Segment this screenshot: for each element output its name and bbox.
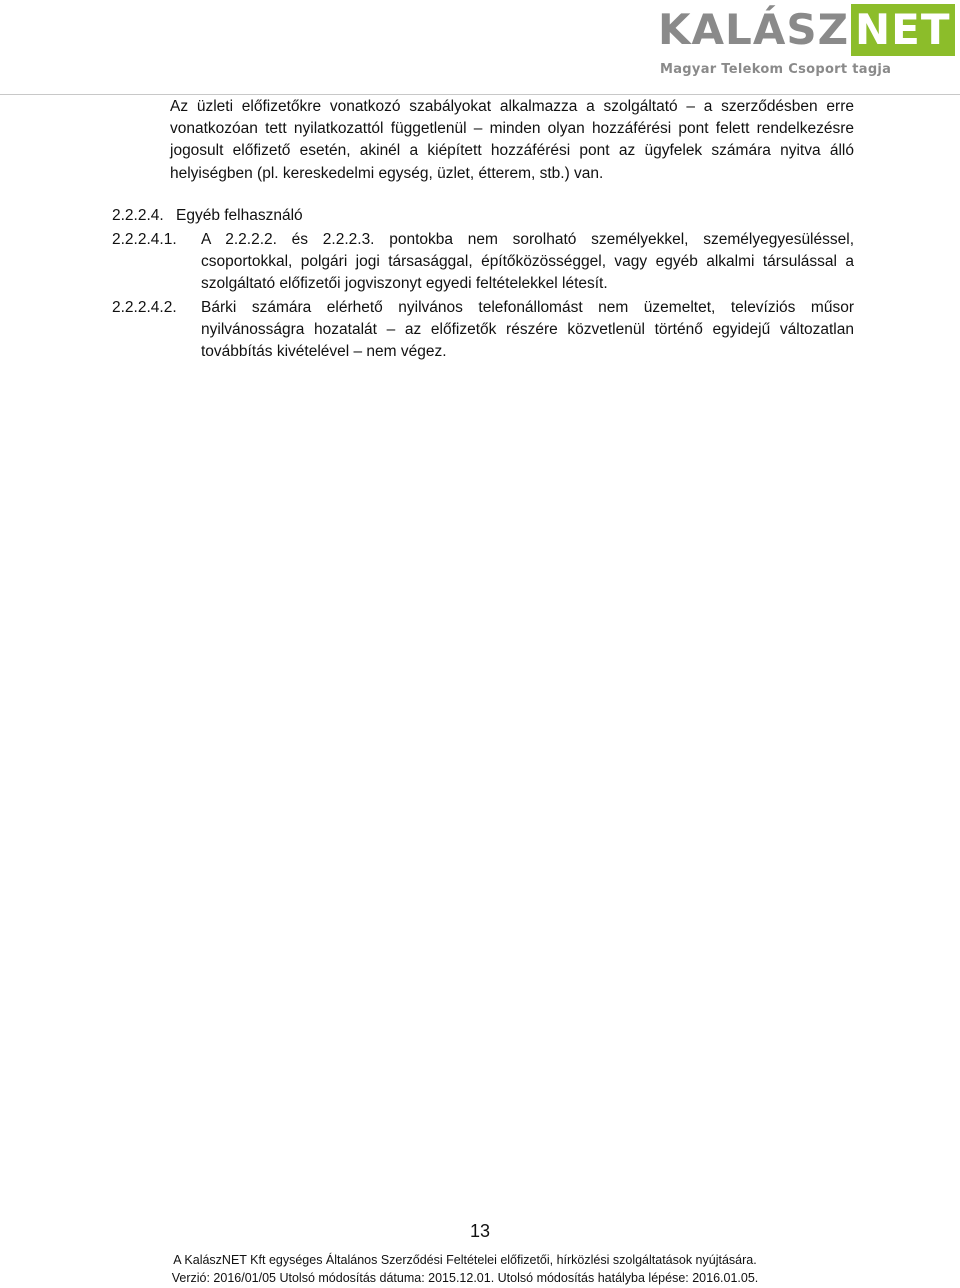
section-number: 2.2.2.4.: [112, 207, 164, 224]
intro-paragraph: Az üzleti előfizetőkre vonatkozó szabályokat alkalmazza a szolgáltató – a szerződésben erre vonatkozóan tett nyilatkozattól függetlenül – minden olyan hozzáférési pont felett rendelkezésre jogosult előfizető esetén, akinél a kiépített hozzáférési pont az ügyfelek számára nyitva álló helyiségben (pl. kereskedelmi egység, üzlet, étterem, stb.) van.: [170, 98, 854, 182]
page-number: 13: [469, 1221, 491, 1241]
list-item: [112, 229, 854, 296]
list-item: [112, 297, 854, 364]
header-divider: [0, 94, 960, 95]
footer-line-2: Verzió: 2016/01/05 Utolsó módosítás dátuma: 2015.12.01. Utolsó módosítás hatályba lépése: 2016.01.05.: [171, 1271, 759, 1285]
kalasznet-logo: [658, 4, 951, 84]
logo-brand-main: KALÁSZ: [658, 5, 850, 54]
item-number: 2.2.2.4.1.: [112, 231, 177, 248]
logo-brand: [658, 4, 955, 56]
item-text: A 2.2.2.2. és 2.2.2.3. pontokba nem sorolható személyekkel, személyegyesüléssel, csoportokkal, polgári jogi társasággal, építőközösséggel, vagy egyéb alkalmi társulással a szolgáltató előfizetői jogviszonyt egyedi feltételekkel létesít.: [201, 231, 854, 293]
section-heading: [112, 205, 303, 227]
section-title: Egyéb felhasználó: [176, 207, 303, 224]
item-text: Bárki számára elérhető nyilvános telefonállomást nem üzemeltet, televíziós műsor nyilvánosságra hozatalát – az előfizetők részére közvetlenül történő egyidejű változatlan továbbítás kivételével – nem végez.: [201, 299, 854, 361]
logo-brand-accent: NET: [851, 4, 955, 56]
footer-line-1: A KalászNET Kft egységes Általános Szerződési Feltételei előfizetői, hírközlési szolgáltatások nyújtására.: [173, 1253, 757, 1267]
logo-tagline: Magyar Telekom Csoport tagja: [660, 62, 892, 77]
item-number: 2.2.2.4.2.: [112, 299, 177, 316]
